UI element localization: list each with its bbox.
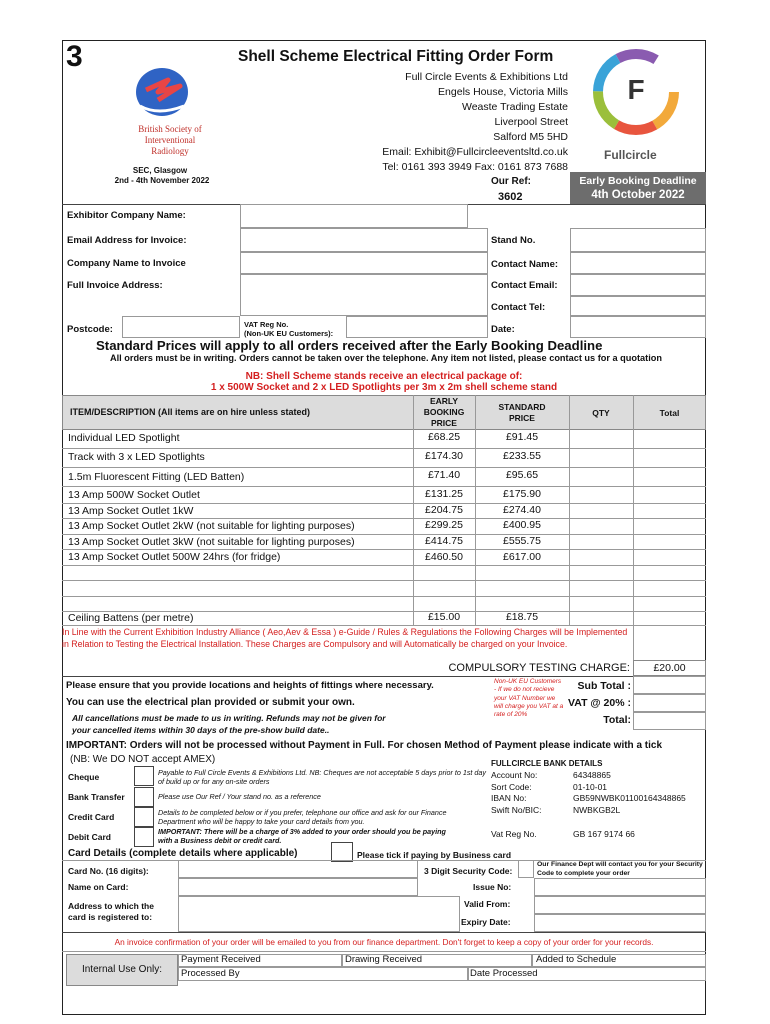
col-total-header: Total: [659, 408, 680, 418]
table-row-item: Track with 3 x LED Spotlights: [68, 451, 205, 463]
form-number: 3: [66, 40, 83, 73]
table-row-item: 13 Amp Socket Outlet 1kW: [68, 505, 194, 517]
event-dates: 2nd - 4th November 2022: [114, 176, 210, 185]
date-processed-label: Date Processed: [470, 968, 538, 979]
name-on-card-field[interactable]: [178, 878, 418, 896]
table-row-early: £131.25: [425, 488, 463, 500]
contact-tel-label: Contact Tel:: [491, 302, 546, 313]
vat-reg-field[interactable]: [346, 316, 488, 338]
table-row-standard: £91.45: [505, 431, 539, 443]
table-row-early: £15.00: [427, 611, 461, 623]
bank-transfer-label: Bank Transfer: [68, 792, 125, 802]
card-no-field[interactable]: [178, 860, 418, 878]
payment-received-label: Payment Received: [181, 954, 261, 965]
fullcircle-name: Fullcircle: [604, 148, 657, 162]
ensure-locations-note: Please ensure that you provide locations and heights of fittings where necessary.: [66, 680, 434, 691]
our-ref-value: 3602: [498, 191, 523, 203]
vat-reg-no-value: GB 167 9174 66: [573, 829, 635, 839]
valid-from-field[interactable]: [534, 896, 706, 914]
table-row-standard: £95.65: [505, 469, 539, 481]
table-row-item: 13 Amp Socket Outlet 500W 24hrs (for fridge): [68, 551, 281, 563]
table-row-early: £174.30: [425, 450, 463, 462]
contact-name-label: Contact Name:: [491, 259, 559, 270]
contact-tel-field[interactable]: [570, 296, 706, 316]
payment-important: IMPORTANT: Orders will not be processed without Payment in Full. For chosen Method of Payment please indicate with a tick: [66, 740, 663, 751]
company-invoice-field[interactable]: [240, 252, 488, 274]
table-row-item: Ceiling Battens (per metre): [68, 612, 194, 624]
credit-card-note: Details to be completed below or if you prefer, telephone our office and ask for our Finance Department who will be happy to take your card details from you.: [158, 808, 447, 826]
testing-charge-value: £20.00: [633, 660, 706, 676]
name-on-card-label: Name on Card:: [68, 882, 129, 892]
exhibitor-company-label: Exhibitor Company Name:: [67, 210, 186, 221]
table-row-standard: £233.55: [503, 450, 541, 462]
added-schedule-label: Added to Schedule: [536, 954, 617, 965]
bank-details-values: 64348865 01-10-01 GB59NWBK01100164348865 NWBKGB2L: [573, 770, 686, 815]
vat-reg-label: VAT Reg No. (Non-UK EU Customers):: [244, 320, 334, 338]
subtotal-field[interactable]: [633, 676, 706, 694]
page-title: Shell Scheme Electrical Fitting Order Form: [238, 48, 554, 65]
bsir-logo: [128, 66, 204, 118]
col-qty-header: QTY: [592, 408, 610, 418]
postcode-label: Postcode:: [67, 324, 113, 335]
vat-note: Non-UK EU Customers - If we do not recieve your VAT Number we will charge you VAT at a rate of 20%: [494, 678, 564, 719]
expiry-date-field[interactable]: [534, 914, 706, 932]
company-address: Full Circle Events & Exhibitions Ltd Engels House, Victoria Mills Weaste Trading Estate Liverpool Street Salford M5 5HD Email: Exhibit@Fullcircleeventsltd.co.uk Tel: 0161 393 3949 Fax: 0161 873 7688: [382, 71, 568, 173]
exhibitor-company-field[interactable]: [240, 204, 468, 228]
table-row-item: Individual LED Spotlight: [68, 432, 180, 444]
debit-card-label: Debit Card: [68, 832, 111, 842]
stand-no-field[interactable]: [570, 228, 706, 252]
col-standard-header: STANDARD PRICE: [498, 402, 546, 423]
postcode-field[interactable]: [122, 316, 240, 338]
qty-total-entry-area[interactable]: [569, 430, 706, 625]
bank-details-keys: Account No: Sort Code: IBAN No: Swift No/BIC:: [491, 770, 542, 815]
card-address-label: Address to which the card is registered to:: [68, 901, 154, 922]
nb-package-line1: NB: Shell Scheme stands receive an electrical package of:: [245, 371, 523, 382]
email-invoice-field[interactable]: [240, 228, 488, 252]
vat-field[interactable]: [633, 694, 706, 712]
date-label: Date:: [491, 324, 515, 335]
table-row-early: £204.75: [425, 504, 463, 516]
cheque-label: Cheque: [68, 772, 100, 782]
credit-card-label: Credit Card: [68, 812, 115, 822]
table-row-standard: £175.90: [503, 488, 541, 500]
bsir-logo-text: British Society of Interventional Radiology: [138, 124, 202, 156]
valid-from-label: Valid From:: [464, 899, 511, 909]
early-booking-deadline: Early Booking Deadline 4th October 2022: [570, 172, 706, 204]
table-row-early: £460.50: [425, 551, 463, 563]
invoice-address-field[interactable]: [240, 274, 488, 316]
issue-no-field[interactable]: [534, 878, 706, 896]
standard-prices-notice: Standard Prices will apply to all orders received after the Early Booking Deadline: [96, 338, 603, 353]
table-row-standard: £18.75: [505, 611, 539, 623]
stand-no-label: Stand No.: [491, 235, 536, 246]
invoice-confirmation-note: An invoice confirmation of your order will be emailed to you from our finance department. Don't forget to keep a copy of your order for your records.: [114, 937, 654, 947]
contact-name-field[interactable]: [570, 252, 706, 274]
expiry-date-label: Expiry Date:: [461, 917, 511, 927]
vat-reg-no-label: Vat Reg No.: [491, 829, 537, 839]
table-row-item: 13 Amp 500W Socket Outlet: [68, 489, 200, 501]
issue-no-label: Issue No:: [473, 882, 512, 892]
bank-details-title: FULLCIRCLE BANK DETAILS: [491, 759, 603, 768]
cheque-checkbox[interactable]: [134, 766, 154, 786]
drawing-received-label: Drawing Received: [345, 954, 423, 965]
table-row-standard: £555.75: [503, 535, 541, 547]
testing-note: In Line with the Current Exhibition Industry Alliance ( Aeo,Aev & Essa ) e-Guide / Rules & Regulations the Following Charges will be Implemented in Relation to Testing the Electrical Installation. These Charges are Compulsory and will Automatically be charged on your Invoice.: [62, 627, 628, 649]
security-code-field[interactable]: [518, 860, 534, 878]
table-row-item: 13 Amp Socket Outlet 2kW (not suitable for lighting purposes): [68, 520, 355, 532]
security-code-note: Our Finance Dept will contact you for your Security Code to complete your order: [537, 861, 703, 877]
total-label: Total:: [603, 714, 631, 726]
col-item-header: ITEM/DESCRIPTION (All items are on hire unless stated): [70, 407, 311, 417]
processed-by-label: Processed By: [181, 968, 240, 979]
testing-charge-label: COMPULSORY TESTING CHARGE:: [448, 662, 630, 674]
company-invoice-label: Company Name to Invoice: [67, 258, 186, 269]
table-row-early: £414.75: [425, 535, 463, 547]
our-ref-label: Our Ref:: [491, 176, 531, 187]
invoice-address-label: Full Invoice Address:: [67, 280, 163, 291]
security-code-label: 3 Digit Security Code:: [424, 866, 513, 876]
table-row-early: £71.40: [427, 469, 461, 481]
debit-card-note: IMPORTANT: There will be a charge of 3% added to your order should you be paying with a Business debit or credit card.: [158, 827, 446, 845]
table-row-standard: £274.40: [503, 504, 541, 516]
col-early-header: EARLY BOOKING PRICE: [423, 396, 465, 428]
nb-package-line2: 1 x 500W Socket and 2 x LED Spotlights per 3m x 2m shell scheme stand: [210, 382, 558, 393]
contact-email-label: Contact Email:: [491, 280, 558, 291]
subtotal-label: Sub Total :: [577, 680, 631, 692]
card-details-heading: Card Details (complete details where applicable): [68, 848, 298, 859]
card-address-field[interactable]: [178, 896, 460, 932]
fullcircle-logo-letter: F: [627, 74, 645, 105]
use-plan-note: You can use the electrical plan provided or submit your own.: [66, 697, 355, 708]
total-field[interactable]: [633, 712, 706, 730]
no-amex-note: (NB: We DO NOT accept AMEX): [70, 754, 216, 765]
cheque-note: Payable to Full Circle Events & Exhibitions Ltd. NB: Cheques are not acceptable 5 days prior to 1st day of build up or for any on-site orders: [158, 768, 487, 786]
business-card-label: Please tick if paying by Business card: [357, 850, 512, 860]
table-row-item: 1.5m Fluorescent Fitting (LED Batten): [68, 471, 245, 483]
bank-transfer-note: Please use Our Ref / Your stand no. as a reference: [158, 792, 321, 801]
table-row-early: £68.25: [427, 431, 461, 443]
bank-transfer-checkbox[interactable]: [134, 787, 154, 807]
cancellation-note-1: All cancellations must be made to us in writing. Refunds may not be given for: [72, 713, 386, 723]
debit-card-checkbox[interactable]: [134, 827, 154, 847]
credit-card-checkbox[interactable]: [134, 807, 154, 827]
internal-use-label: Internal Use Only:: [66, 954, 178, 986]
cancellation-note-2: your cancelled items within 30 days of the pre-show build date..: [72, 725, 330, 735]
table-row-standard: £617.00: [503, 551, 541, 563]
date-field[interactable]: [570, 316, 706, 338]
card-no-label: Card No. (16 digits):: [68, 866, 149, 876]
event-venue: SEC, Glasgow: [132, 166, 188, 175]
email-invoice-label: Email Address for Invoice:: [67, 235, 187, 246]
all-orders-notice: All orders must be in writing. Orders cannot be taken over the telephone. Any item not listed, please contact us for a quotation: [109, 353, 663, 363]
table-row-early: £299.25: [425, 519, 463, 531]
contact-email-field[interactable]: [570, 274, 706, 296]
vat-label: VAT @ 20% :: [568, 697, 631, 709]
table-row-standard: £400.95: [503, 519, 541, 531]
table-row-item: 13 Amp Socket Outlet 3kW (not suitable for lighting purposes): [68, 536, 355, 548]
business-card-checkbox[interactable]: [331, 842, 353, 862]
